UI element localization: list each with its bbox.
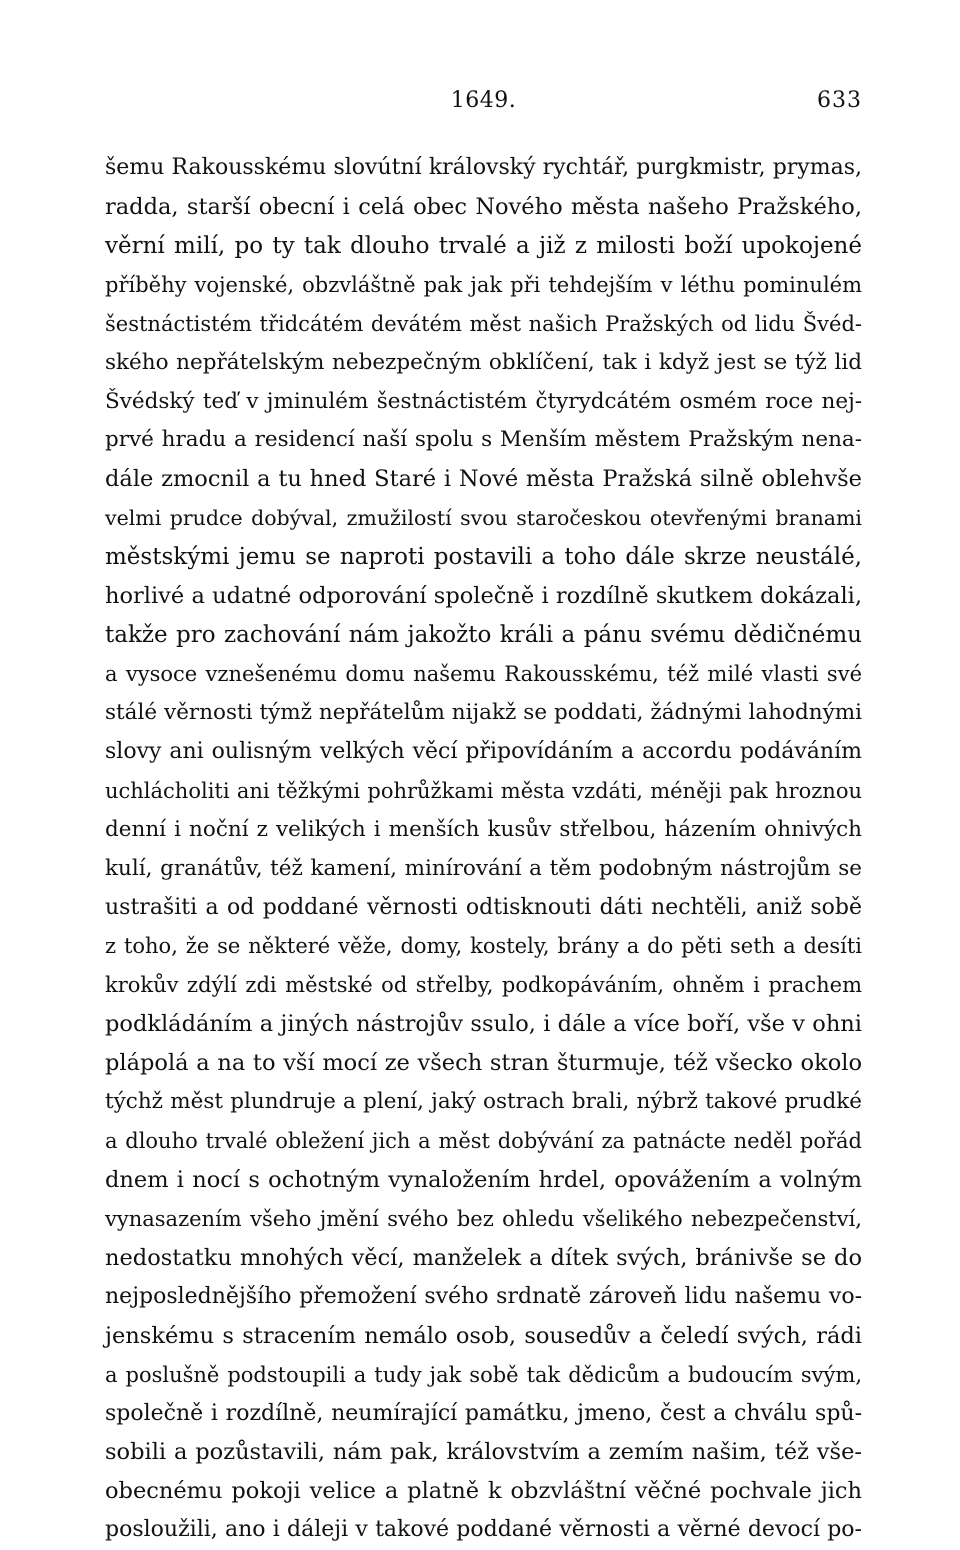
text-line: prvé hradu a residencí naší spolu s Menším městem Pražským nena- [105, 427, 862, 453]
running-header [105, 88, 862, 118]
text-line: denní i noční z velikých i menších kusův střelbou, házením ohnivých [105, 816, 862, 842]
text-line: podkládáním a jiných nástrojův ssulo, i dále a více boří, vše v ohni [105, 1011, 862, 1038]
text-line: a vysoce vznešenému domu našemu Rakousskému, též milé vlasti své [105, 661, 862, 686]
text-line: a poslušně podstoupili a tudy jak sobě tak dědicům a budoucím svým, [105, 1362, 862, 1387]
text-line: kulí, granátův, též kamení, minírování a těm podobným nástrojům se [105, 855, 862, 881]
text-line: radda, starší obecní i celá obec Nového města našeho Pražského, [105, 193, 862, 220]
text-line: krokův zdýlí zdi městské od střelby, podkopáváním, ohněm i prachem [105, 973, 862, 998]
text-line: společně i rozdílně, neumírající památku, jmeno, čest a chválu spů- [105, 1400, 862, 1426]
text-line: nejposlednějšího přemožení svého srdnatě zároveň lidu našemu vo- [105, 1283, 862, 1309]
text-line: obecnému pokoji velice a platně k obzvláštní věčné pochvale jich [105, 1478, 862, 1505]
text-line: horlivé a udatné odporování společně i rozdílně skutkem dokázali, [105, 583, 862, 610]
text-line: sobili a pozůstavili, nám pak, královstvím a zemím našim, též vše- [105, 1439, 862, 1466]
text-line: posloužili, ano i dáleji v takové poddané věrnosti a věrné devocí po- [105, 1517, 862, 1543]
page-number: 633 [817, 88, 862, 113]
text-line: vynasazením všeho jmění svého bez ohledu všelikého nebezpečenství, [105, 1206, 862, 1231]
text-line: plápolá a na to vší mocí ze všech stran šturmuje, též všecko okolo [105, 1050, 862, 1077]
text-line: stálé věrnosti týmž nepřátelům nijakž se poddati, žádnými lahodnými [105, 699, 862, 725]
text-line: velmi prudce dobýval, zmužilostí svou staročeskou otevřenými branami [105, 506, 862, 531]
text-line: příběhy vojenské, obzvláštně pak jak při tehdejším v léthu pominulém [105, 272, 862, 297]
text-line: dnem i nocí s ochotným vynaložením hrdel, opovážením a volným [105, 1166, 862, 1193]
header-year: 1649. [450, 88, 517, 113]
text-line: šemu Rakousskému slovútní královský rychtář, purgkmistr, prymas, [105, 155, 862, 180]
text-line: a dlouho trvalé obležení jich a měst dobývání za patnácte neděl pořád [105, 1129, 862, 1154]
text-line: Švédský teď v jminulém šestnáctistém čtyrydcátém osmém roce nej- [105, 388, 862, 414]
text-line: takže pro zachování nám jakožto králi a pánu svému dědičnému [105, 622, 862, 649]
text-line: městskými jemu se naproti postavili a toho dále skrze neustálé, [105, 544, 862, 571]
text-line: z toho, že se některé věže, domy, kostely, brány a do pěti seth a desíti [105, 934, 862, 959]
text-line: jenskému s stracením nemálo osob, sousedův a čeledí svých, rádi [105, 1322, 862, 1349]
text-line: věrní milí, po ty tak dlouho trvalé a již z milosti boží upokojené [105, 232, 862, 259]
text-line: dále zmocnil a tu hned Staré i Nové města Pražská silně oblehvše [105, 466, 862, 493]
text-line: ustrašiti a od poddané věrnosti odtisknouti dáti nechtěli, aniž sobě [105, 894, 862, 920]
text-line: slovy ani oulisným velkých věcí připovídáním a accordu podáváním [105, 738, 862, 764]
text-line: týchž měst plundruje a plení, jaký ostrach brali, nýbrž takové prudké [105, 1089, 862, 1115]
body-text [105, 149, 862, 1550]
text-line: ského nepřátelským nebezpečným obklíčení, tak i když jest se týž lid [105, 349, 862, 375]
text-line: uchlácholiti ani těžkými pohrůžkami města vzdáti, méněji pak hroznou [105, 778, 862, 803]
text-line: šestnáctistém třidcátém devátém měst našich Pražských od lidu Švéd- [105, 311, 862, 336]
text-line: nedostatku mnohých věcí, manželek a dítek svých, bránivše se do [105, 1244, 862, 1271]
